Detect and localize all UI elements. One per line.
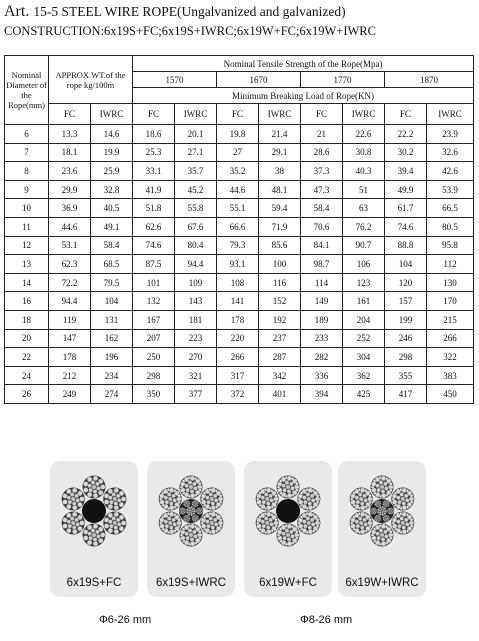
table-cell: 199 [385,310,427,329]
table-cell: 372 [217,385,259,404]
diameter-cell: 9 [5,180,49,199]
table-cell: 123 [343,273,385,292]
diameter-cell: 10 [5,199,49,218]
table-cell: 40.3 [343,162,385,181]
table-cell: 20.1 [175,125,217,144]
table-cell: 212 [49,366,91,385]
table-cell: 37.3 [301,162,343,181]
table-row [5,366,474,385]
diameter-header: Nominal Diameter of the Rope(mm) [5,56,49,125]
table-cell: 112 [427,255,474,274]
table-cell: 141 [217,292,259,311]
breaking-load-header: Minimum Breaking Load of Rope(KN) [133,88,474,104]
table-cell: 49.1 [91,217,133,236]
fc-column-header: FC [133,104,175,125]
table-cell: 84.1 [301,236,343,255]
table-cell: 100 [259,255,301,274]
table-cell: 68.5 [91,255,133,274]
table-cell: 108 [217,273,259,292]
iwrc-column-header: IWRC [175,104,217,125]
table-cell: 66.6 [217,217,259,236]
table-cell: 322 [427,348,474,367]
table-cell: 70.6 [301,217,343,236]
table-row [5,348,474,367]
table-row [5,236,474,255]
table-cell: 98.7 [301,255,343,274]
table-row [5,180,474,199]
size-range-left: Φ6-26 mm [99,614,152,626]
table-cell: 71.9 [259,217,301,236]
table-cell: 252 [343,329,385,348]
iwrc-column-header: IWRC [259,104,301,125]
construction-line: CONSTRUCTION:6x19S+FC;6x19S+IWRC;6x19W+FC;6x19W+IWRC [4,24,376,38]
table-cell: 51 [343,180,385,199]
table-cell: 132 [133,292,175,311]
table-cell: 178 [49,348,91,367]
table-cell: 36.9 [49,199,91,218]
rope-type-label: 6x19W+FC [259,577,317,589]
table-cell: 342 [259,366,301,385]
grade-header: 1670 [217,72,301,88]
table-cell: 401 [259,385,301,404]
table-cell: 220 [217,329,259,348]
table-cell: 42.6 [427,162,474,181]
table-cell: 51.8 [133,199,175,218]
fc-column-header: FC [49,104,91,125]
rope-cross-sections [50,461,430,597]
table-cell: 39.4 [385,162,427,181]
table-cell: 377 [175,385,217,404]
rope-type-label: 6x19W+IWRC [345,577,419,589]
table-row [5,385,474,404]
table-cell: 170 [427,292,474,311]
rope-type-label: 6x19S+IWRC [156,577,226,589]
table-cell: 189 [301,310,343,329]
rope-type-label: 6x19S+FC [66,577,122,589]
table-cell: 79.5 [91,273,133,292]
table-cell: 116 [259,273,301,292]
rope-panel [338,461,426,597]
table-cell: 72.2 [49,273,91,292]
diameter-cell: 18 [5,310,49,329]
table-cell: 62.3 [49,255,91,274]
diameter-cell: 7 [5,143,49,162]
diameter-cell: 26 [5,385,49,404]
table-row [5,162,474,181]
table-cell: 74.6 [385,217,427,236]
table-cell: 59.4 [259,199,301,218]
rope-panel [147,461,235,597]
table-cell: 298 [385,348,427,367]
table-cell: 21.4 [259,125,301,144]
table-cell: 80.4 [175,236,217,255]
table-cell: 63 [343,199,385,218]
diameter-cell: 22 [5,348,49,367]
table-cell: 101 [133,273,175,292]
table-cell: 19.9 [91,143,133,162]
fc-column-header: FC [301,104,343,125]
table-cell: 61.7 [385,199,427,218]
table-cell: 27 [217,143,259,162]
table-cell: 104 [385,255,427,274]
table-row [5,143,474,162]
table-cell: 149 [301,292,343,311]
table-cell: 157 [385,292,427,311]
table-cell: 41.9 [133,180,175,199]
diameter-cell: 12 [5,236,49,255]
rope-cross-section-icon [342,471,422,551]
diameter-cell: 13 [5,255,49,274]
table-cell: 417 [385,385,427,404]
table-cell: 47.3 [301,180,343,199]
table-cell: 90.7 [343,236,385,255]
table-cell: 350 [133,385,175,404]
table-cell: 106 [343,255,385,274]
rope-cross-section-icon [248,471,328,551]
table-cell: 25.3 [133,143,175,162]
table-row [5,310,474,329]
table-cell: 270 [175,348,217,367]
table-cell: 147 [49,329,91,348]
table-cell: 167 [133,310,175,329]
table-cell: 23.6 [49,162,91,181]
table-cell: 304 [343,348,385,367]
table-row [5,329,474,348]
diameter-cell: 20 [5,329,49,348]
table-cell: 450 [427,385,474,404]
table-cell: 49.9 [385,180,427,199]
table-cell: 181 [175,310,217,329]
table-cell: 94.4 [175,255,217,274]
breaking-load-table [4,55,474,404]
grade-header: 1870 [385,72,474,88]
table-cell: 22.6 [343,125,385,144]
table-cell: 23.9 [427,125,474,144]
table-cell: 178 [217,310,259,329]
table-cell: 130 [427,273,474,292]
rope-panel [244,461,332,597]
table-cell: 215 [427,310,474,329]
table-cell: 22.2 [385,125,427,144]
iwrc-column-header: IWRC [343,104,385,125]
table-cell: 282 [301,348,343,367]
weight-header: APPROX.WT.of the rope kg/100m [49,56,133,104]
iwrc-column-header: IWRC [91,104,133,125]
table-row [5,255,474,274]
table-cell: 88.8 [385,236,427,255]
table-cell: 44.6 [49,217,91,236]
table-cell: 40.5 [91,199,133,218]
table-cell: 45.2 [175,180,217,199]
table-cell: 298 [133,366,175,385]
table-cell: 161 [343,292,385,311]
table-cell: 18.1 [49,143,91,162]
size-range-right: Φ8-26 mm [300,614,353,626]
table-cell: 79.3 [217,236,259,255]
diameter-cell: 14 [5,273,49,292]
table-cell: 362 [343,366,385,385]
table-cell: 38 [259,162,301,181]
table-cell: 204 [343,310,385,329]
table-cell: 58.4 [301,199,343,218]
table-cell: 152 [259,292,301,311]
table-cell: 76.2 [343,217,385,236]
table-cell: 223 [175,329,217,348]
rope-cross-section-icon [54,471,134,551]
table-cell: 32.6 [427,143,474,162]
table-cell: 62.6 [133,217,175,236]
table-cell: 336 [301,366,343,385]
table-cell: 87.5 [133,255,175,274]
table-cell: 53.1 [49,236,91,255]
table-cell: 321 [175,366,217,385]
table-cell: 35.7 [175,162,217,181]
rope-cross-section-icon [151,471,231,551]
fc-column-header: FC [385,104,427,125]
table-cell: 207 [133,329,175,348]
table-cell: 119 [49,310,91,329]
table-cell: 250 [133,348,175,367]
table-cell: 425 [343,385,385,404]
table-cell: 58.4 [91,236,133,255]
fc-column-header: FC [217,104,259,125]
table-cell: 383 [427,366,474,385]
article-number: Art. [4,3,30,20]
table-cell: 25.9 [91,162,133,181]
iwrc-column-header: IWRC [427,104,474,125]
table-cell: 32.8 [91,180,133,199]
table-cell: 48.1 [259,180,301,199]
table-cell: 266 [427,329,474,348]
table-cell: 233 [301,329,343,348]
table-cell: 355 [385,366,427,385]
table-cell: 35.2 [217,162,259,181]
table-cell: 95.8 [427,236,474,255]
diameter-cell: 6 [5,125,49,144]
table-cell: 28.6 [301,143,343,162]
rope-panel [50,461,138,597]
article-title [4,3,346,21]
table-cell: 109 [175,273,217,292]
table-cell: 85.6 [259,236,301,255]
table-cell: 27.1 [175,143,217,162]
table-cell: 21 [301,125,343,144]
table-cell: 274 [91,385,133,404]
diameter-cell: 11 [5,217,49,236]
diameter-cell: 16 [5,292,49,311]
table-cell: 67.6 [175,217,217,236]
table-cell: 55.1 [217,199,259,218]
grade-header: 1770 [301,72,385,88]
table-cell: 14.6 [91,125,133,144]
table-cell: 29.9 [49,180,91,199]
table-row [5,199,474,218]
table-cell: 33.1 [133,162,175,181]
tensile-header: Nominal Tensile Strength of the Rope(Mpa) [133,56,474,72]
table-cell: 246 [385,329,427,348]
table-cell: 13.3 [49,125,91,144]
table-row [5,273,474,292]
table-cell: 44.6 [217,180,259,199]
table-row [5,292,474,311]
diameter-cell: 24 [5,366,49,385]
table-cell: 30.8 [343,143,385,162]
table-cell: 394 [301,385,343,404]
article-heading: 15-5 STEEL WIRE ROPE(Ungalvanized and galvanized) [33,4,346,19]
table-cell: 249 [49,385,91,404]
table-cell: 120 [385,273,427,292]
table-cell: 93.1 [217,255,259,274]
table-cell: 94.4 [49,292,91,311]
table-cell: 55.8 [175,199,217,218]
table-cell: 74.6 [133,236,175,255]
table-row [5,125,474,144]
table-cell: 131 [91,310,133,329]
table-cell: 18.6 [133,125,175,144]
table-cell: 80.5 [427,217,474,236]
diameter-cell: 8 [5,162,49,181]
table-cell: 30.2 [385,143,427,162]
table-cell: 162 [91,329,133,348]
table-cell: 196 [91,348,133,367]
table-cell: 266 [217,348,259,367]
table-cell: 29.1 [259,143,301,162]
table-cell: 317 [217,366,259,385]
table-cell: 143 [175,292,217,311]
table-cell: 234 [91,366,133,385]
table-cell: 104 [91,292,133,311]
table-cell: 114 [301,273,343,292]
table-row [5,217,474,236]
grade-header: 1570 [133,72,217,88]
table-cell: 53.9 [427,180,474,199]
table-cell: 287 [259,348,301,367]
table-cell: 19.8 [217,125,259,144]
table-cell: 66.5 [427,199,474,218]
table-cell: 237 [259,329,301,348]
table-cell: 192 [259,310,301,329]
